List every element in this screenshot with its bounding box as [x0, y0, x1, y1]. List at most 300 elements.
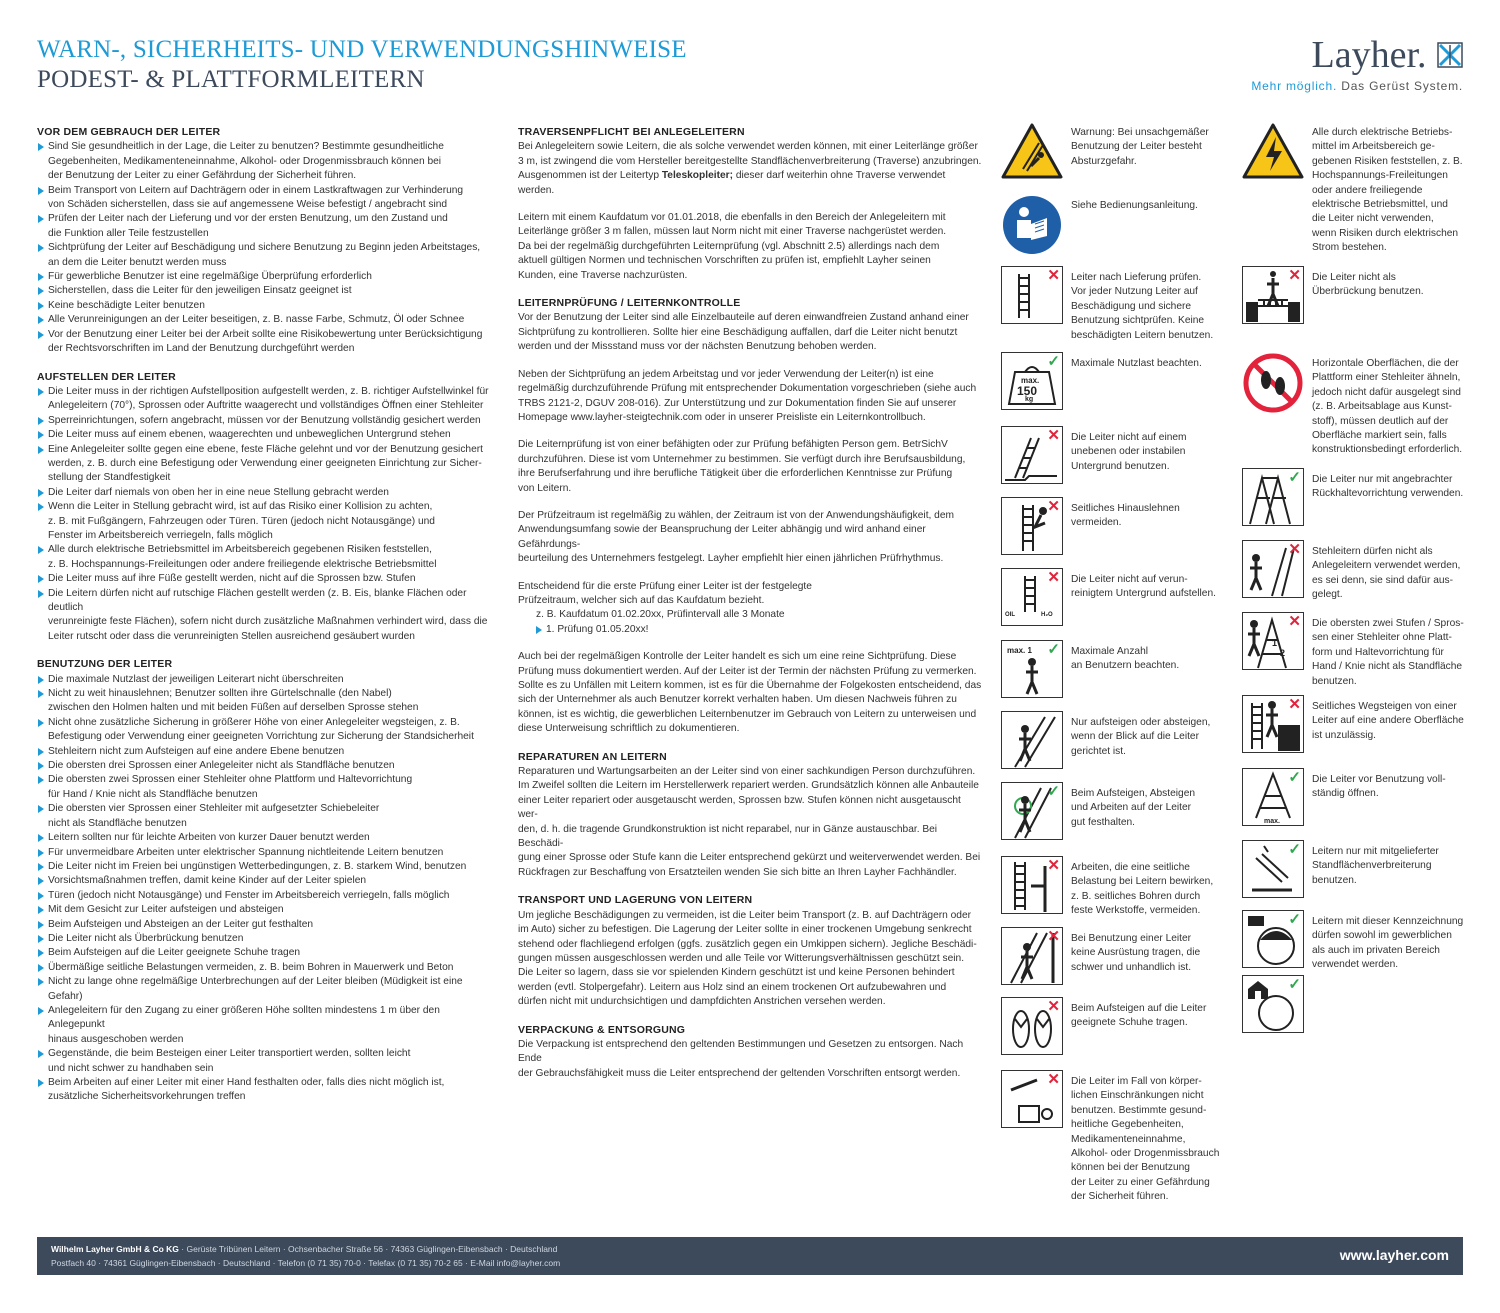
- prohibited-cross-icon: ✕: [1047, 569, 1060, 586]
- paragraph: [518, 580, 983, 609]
- allowed-check-icon: ✓: [1288, 911, 1301, 928]
- text-line: Prüfung muss dokumentiert werden. Auf der Leiter ist der Termin der nächsten Prüfung zu vermerken.: [518, 665, 977, 677]
- text-line: Bei Benutzung einer Leiter: [1071, 933, 1192, 944]
- text-line: Absturzgefahr.: [1071, 155, 1137, 167]
- text-line: schwer und unhandlich ist.: [1071, 961, 1192, 973]
- paragraph: [518, 650, 983, 736]
- fall-warning-icon: [1001, 121, 1063, 183]
- text-line: benutzen. Bestimmte gesund-: [1071, 1104, 1207, 1116]
- text-line: Die Leiter darf niemals von oben her in eine neue Stellung gebracht werden: [48, 486, 389, 498]
- text-line: stehend oder flachliegend erfolgen (ggfs. zusätzlich gegen ein Umkippen sichern). Jegliche Beschädi-: [518, 938, 977, 950]
- section-heading: TRAVERSENPFLICHT BEI ANLEGELEITERN: [518, 126, 745, 138]
- list-item: [37, 443, 497, 486]
- text-line: gerichtet ist.: [1071, 745, 1126, 757]
- text-line: die Leiter nicht verwenden,: [1312, 213, 1434, 225]
- text-line: Sichtprüfung zu kontrollieren. Sollte hier eine Beschädigung auffallen, darf die Leiter nicht benutzt: [518, 326, 958, 338]
- text-line: Leitern sollten nur für leichte Arbeiten von kurzer Dauer benutzt werden: [48, 832, 370, 844]
- text-line: als auch im privaten Bereich: [1312, 944, 1440, 956]
- list-before-use: [37, 140, 497, 356]
- inspect-ladder-icon: [1001, 266, 1063, 328]
- prohibited-cross-icon: ✕: [1288, 696, 1301, 713]
- lean-out-icon: [1001, 497, 1063, 559]
- pictogram-caption: [1312, 473, 1463, 502]
- list-item: [37, 687, 497, 716]
- text-line: Die Leiter muss auf ihre Füße gestellt werden, nicht auf die Sprossen bzw. Stufen: [48, 573, 416, 585]
- max-load-icon: [1001, 352, 1063, 414]
- pictogram-caption: [1071, 126, 1209, 169]
- pictogram-caption: [1312, 700, 1464, 743]
- text-line: Fenster im Arbeitsbereich verriegeln, falls möglich: [48, 529, 273, 541]
- pictogram-label: 2: [1280, 648, 1286, 658]
- brand-wordmark: Layher.: [1311, 34, 1427, 76]
- text-line: nicht als Standfläche benutzen: [48, 817, 187, 829]
- pictogram-caption: [1071, 573, 1216, 602]
- paragraph: [518, 1038, 983, 1081]
- pictogram-caption: [1071, 861, 1213, 919]
- text-line: Nicht zu lange ohne regelmäßige Unterbrechungen auf der Leiter bleiben (Müdigkeit ist eine Gefahr): [48, 976, 463, 1002]
- pictogram-caption: [1071, 716, 1210, 759]
- text-line: diese Unterweisung schriftlich zu dokumentieren.: [518, 723, 740, 735]
- allowed-check-icon: ✓: [1047, 783, 1060, 800]
- text-line: Die Leiter muss in der richtigen Aufstellposition aufgestellt werden, z. B. richtiger Aufstellwinkel für: [48, 385, 489, 397]
- text-line: ständig öffnen.: [1312, 788, 1379, 800]
- contaminated-ground-icon: [1001, 568, 1063, 630]
- text-line: Strom bestehen.: [1312, 242, 1387, 254]
- allowed-check-icon: ✓: [1047, 641, 1060, 658]
- prohibited-cross-icon: ✕: [1047, 857, 1060, 874]
- pictogram-label: max.: [1264, 818, 1280, 825]
- list-item: [37, 486, 497, 500]
- text-line: Seitliches Wegsteigen von einer: [1312, 701, 1457, 712]
- tagline-a: Mehr möglich.: [1251, 79, 1338, 93]
- text-line: elektrische Betriebsmittel, und: [1312, 199, 1448, 211]
- tagline: [1251, 79, 1463, 93]
- text-line: Wenn die Leiter in Stellung gebracht wird, ist auf das Risiko einer Kollision zu achten,: [48, 501, 433, 513]
- text-line: Stehleitern nicht zum Aufsteigen auf eine andere Ebene benutzen: [48, 745, 345, 757]
- text-line: Beim Aufsteigen auf die Leiter geeignete Schuhe tragen: [48, 947, 301, 959]
- hold-on-icon: [1001, 782, 1063, 844]
- text-line: form und Haltevorrichtung für: [1312, 646, 1444, 658]
- text-line: Oberfläche markiert sein, falls: [1312, 430, 1447, 442]
- text-line: vermeiden.: [1071, 517, 1122, 529]
- text-line: Leiter nach Lieferung prüfen.: [1071, 272, 1202, 283]
- section-heading: LEITERNPRÜFUNG / LEITERNKONTROLLE: [518, 297, 741, 310]
- text-line: dürfen sowohl im gewerblichen: [1312, 930, 1452, 942]
- footer-line2: Postfach 40 · 74361 Güglingen-Eibensbach · Deutschland · Telefon (0 71 35) 70-0 · Telefax (0 71 35) 70-2 65 · E-Mail info@layher.com: [51, 1258, 561, 1268]
- text-line: Rückhaltevorrichtung verwenden.: [1312, 488, 1464, 500]
- pictogram-caption: [1312, 915, 1463, 973]
- text-line: Anlegeleitern für den Zugang zu einer größeren Höhe sollten mindestens 1 m über den Anlegepunkt: [48, 1004, 440, 1031]
- text-line: von Leitern.: [518, 482, 572, 494]
- text-line: Alkohol- oder Drogenmissbrauch: [1071, 1148, 1220, 1160]
- text-line: Beim Aufsteigen, Absteigen: [1071, 788, 1196, 799]
- text-line: verwendet werden.: [1312, 959, 1399, 971]
- list-item: [37, 802, 497, 831]
- text-line: der Gebrauchsfähigkeit muss die Leiter entsprechend der geltenden Vorschriften entsorgt werden.: [518, 1067, 961, 1079]
- text-line: Leiter auf eine andere Oberfläche: [1312, 715, 1464, 727]
- text-line: werden, z. B. durch eine Befestigung oder Verwendung einer geeigneten Einrichtung zur Sicher-: [48, 457, 482, 469]
- electric-warning-icon: [1242, 121, 1304, 183]
- text-line: aktuell gültigen Normen und technischen Vorschriften zu prüfen ist, empfiehlt Layher seinen: [518, 255, 931, 267]
- pictogram-label: max.: [1021, 376, 1040, 385]
- list-item: [37, 428, 497, 442]
- text-line: dieser darf weiterhin ohne Traverse verwendet werden.: [518, 170, 946, 196]
- list-item: [37, 500, 497, 543]
- pictogram-caption: [1312, 545, 1460, 603]
- text-line: feste Werkstoffe, vermeiden.: [1071, 905, 1201, 917]
- column-general-rules: [37, 125, 497, 1105]
- list-item: [37, 212, 497, 241]
- text-line: Alle durch elektrische Betriebs-: [1312, 127, 1453, 138]
- text-line: Beim Aufsteigen auf die Leiter: [1071, 1003, 1207, 1014]
- column-inspection: [518, 125, 983, 1081]
- text-line: Für unvermeidbare Arbeiten unter elektrischer Spannung nichtleitende Leitern benutzen: [48, 846, 444, 858]
- prohibited-cross-icon: ✕: [1288, 613, 1301, 630]
- pictogram-label: max. 1: [1007, 646, 1032, 655]
- text-line: z. B. mit Fußgängern, Fahrzeugen oder Türen. Türen (jedoch nicht Notausgänge) und: [48, 515, 435, 527]
- text-line: Eine Anlegeleiter sollte gegen eine ebene, feste Fläche gelehnt und vor der Benutzung gesichert: [48, 443, 483, 455]
- text-line: Benutzung der Leiter besteht: [1071, 141, 1202, 153]
- prohibited-cross-icon: ✕: [1047, 928, 1060, 945]
- text-line: werden (evtl. Stolpergefahr). Leitern aus Holz sind an einem trockenen Ort aufzubewahren und: [518, 981, 947, 993]
- list-item: [37, 543, 497, 572]
- impairment-icon: [1001, 1070, 1063, 1132]
- text-line: Neben der Sichtprüfung an jedem Arbeitstag und vor jeder Verwendung der Leiter(n) ist eine: [518, 368, 934, 380]
- text-line: Belastung bei Leitern bewirken,: [1071, 876, 1214, 888]
- paragraph: [518, 311, 983, 354]
- list-item: [37, 140, 497, 183]
- restraint-device-icon: [1242, 468, 1304, 530]
- text-line: Medikamenteneinnahme,: [1071, 1133, 1186, 1145]
- text-line: Beim Transport von Leitern auf Dachträgern oder in einem Lastkraftwagen zur Verhinderung: [48, 184, 464, 196]
- text-line: stoff), müssen deutlich auf der: [1312, 415, 1449, 427]
- prohibited-cross-icon: ✕: [1288, 541, 1301, 558]
- open-fully-icon: [1242, 768, 1304, 830]
- pictogram-caption: [1071, 787, 1195, 830]
- text-line: Überbrückung benutzen.: [1312, 286, 1424, 298]
- list-item: [37, 889, 497, 903]
- text-line: Sicherstellen, dass die Leiter für den jeweiligen Einsatz geeignet ist: [48, 285, 352, 297]
- text-line: Mit dem Gesicht zur Leiter aufsteigen und absteigen: [48, 904, 284, 916]
- list-item: [37, 946, 497, 960]
- text-line: Die obersten zwei Stufen / Spros-: [1312, 618, 1464, 629]
- text-line: Vor der Benutzung der Leiter sind alle Einzelbauteile auf deren einwandfreien Zustand anhand einer: [518, 312, 969, 324]
- pictogram-label: H₂O: [1041, 612, 1053, 618]
- text-line: Leitern mit einem Kaufdatum vor 01.01.2018, die ebenfalls in den Bereich der Anlegeleitern mit: [518, 212, 946, 224]
- text-line: Leitern nur mit mitgelieferter: [1312, 846, 1439, 857]
- example-line: z. B. Kaufdatum 01.02.20xx, Prüfintervall alle 3 Monate: [536, 609, 785, 621]
- side-load-icon: [1001, 856, 1063, 918]
- text-line: Anwendungsumfang sowie der Beanspruchung der Leiter abhängig und wird anhand einer Gefährdungs-: [518, 524, 926, 550]
- text-line: Horizontale Oberflächen, die der: [1312, 358, 1459, 369]
- text-line: Beim Arbeiten auf einer Leiter mit einer Hand festhalten oder, falls dies nicht möglich ist,: [48, 1077, 445, 1088]
- text-line: können, ist es wichtig, die gewerblichen Leiternbenutzer im Gebrauch von Leitern zu unterweisen und: [518, 708, 977, 720]
- text-line: der Benutzung der Leiter zu einer Gefährdung der Sicherheit führen.: [48, 170, 357, 182]
- text-line: Nur aufsteigen oder absteigen,: [1071, 717, 1211, 728]
- text-line: jedoch nicht dafür ausgelegt sind: [1312, 386, 1461, 398]
- section-heading: VOR DEM GEBRAUCH DER LEITER: [37, 126, 221, 138]
- text-line: sich der Unternehmer als auch Benutzer korrekt verhalten haben. Um diesen Nachweis führen zu: [518, 694, 957, 706]
- text-line: Nicht ohne zusätzliche Sicherung in größerer Höhe von einer Anlegeleiter wegsteigen, z. B.: [48, 716, 460, 728]
- text-line: Die Leiter nicht auf verun-: [1071, 574, 1188, 585]
- text-line: Befestigung oder Verwendung einer geeigneten Vorrichtung zur Sicherung der Standsicherheit: [48, 731, 474, 743]
- text-line: Die Leitern dürfen nicht auf rutschige Flächen gestellt werden (z. B. Eis, blanke Flächen oder deutlich: [48, 587, 467, 613]
- text-line: Stehleitern dürfen nicht als: [1312, 546, 1433, 557]
- list-item: [37, 975, 497, 1004]
- text-line: (z. B. Arbeitsablage aus Kunst-: [1312, 401, 1452, 413]
- pictogram-caption: [1071, 645, 1179, 674]
- text-line: dürfen nicht mit undurchsichtigen und dampfdichten Anstrichen versehen werden.: [518, 996, 886, 1008]
- text-line: Auch bei der regelmäßigen Kontrolle der Leiter handelt es sich um eine reine Sichtprüfung. Diese: [518, 651, 957, 663]
- text-line: Benutzung sichtprüfen. Keine: [1071, 315, 1205, 327]
- text-line: lichen Einschränkungen nicht: [1071, 1090, 1204, 1102]
- page-title-line1: WARN-, SICHERHEITS- UND VERWENDUNGSHINWEISE: [37, 36, 687, 63]
- text-bold: Teleskopleiter;: [661, 170, 733, 182]
- text-line: Sind Sie gesundheitlich in der Lage, die Leiter zu benutzen? Bestimmte gesundheitliche: [48, 141, 444, 153]
- text-line: Nicht zu weit hinauslehnen; Benutzer sollten ihre Gürtelschnalle (den Nabel): [48, 688, 392, 700]
- pictogram-caption: [1071, 1075, 1219, 1205]
- text-line: Keine beschädigte Leiter benutzen: [48, 299, 205, 311]
- text-line: 3 m, ist zwingend die vom Hersteller bereitgestellte Standflächenverbreiterung (Traverse) anzubringen.: [518, 155, 982, 167]
- text-line: Die Leiter nicht als Überbrückung benutzen: [48, 932, 244, 944]
- paragraph: [518, 438, 983, 496]
- company-name: Wilhelm Layher GmbH & Co KG: [51, 1244, 179, 1254]
- private-use-icon: [1242, 975, 1304, 1037]
- text-line: Im Zweifel sollten die Leitern im Herstellerwerk repariert werden. Grundsätzlich können alle Anbauteile: [518, 780, 979, 792]
- text-line: Hand / Knie nicht als Standfläche: [1312, 661, 1463, 673]
- list-item: [37, 716, 497, 745]
- page-title-line2: PODEST- & PLATTFORMLEITERN: [37, 66, 425, 93]
- text-line: Alle Verunreinigungen an der Leiter beseitigen, z. B. nasse Farbe, Schmutz, Öl oder Schnee: [48, 314, 465, 326]
- text-line: Die Leiter nicht als: [1312, 272, 1396, 283]
- text-line: Maximale Anzahl: [1071, 646, 1149, 657]
- prohibited-cross-icon: ✕: [1047, 267, 1060, 284]
- text-line: gung einer Sprosse oder Stufe kann die Leiter entsprechend gekürzt und weiterverwendet werden. Bei: [518, 852, 981, 864]
- text-line: Maximale Nutzlast beachten.: [1071, 358, 1202, 369]
- text-line: und Arbeiten auf der Leiter: [1071, 802, 1192, 814]
- list-item: [37, 903, 497, 917]
- electric-warning-drawing: [1242, 121, 1304, 183]
- list-item: [37, 846, 497, 860]
- text-line: Die obersten drei Sprossen einer Anlegeleiter nicht als Standfläche benutzen: [48, 760, 395, 772]
- text-line: Sperreinrichtungen, sofern angebracht, müssen vor der Benutzung vollständig gesichert werden: [48, 414, 481, 426]
- face-ladder-drawing: [1001, 711, 1063, 773]
- text-line: TRBS 2121-2, DGUV 208-016). Zur Unterstützung und zur Dokumentation finden Sie auf unserer: [518, 397, 957, 409]
- text-line: z. B. seitliches Bohren durch: [1071, 890, 1201, 902]
- text-line: Die Leiter so lagern, dass sie vor spielenden Kindern geschützt ist und keine Personen behindert: [518, 967, 955, 979]
- no-stepping-icon: [1242, 352, 1304, 414]
- footer: [37, 1237, 1463, 1275]
- text-line: stellung der Standfestigkeit: [48, 472, 171, 484]
- text-line: benutzen.: [1312, 675, 1357, 687]
- list-item: [37, 572, 497, 586]
- website-link[interactable]: www.layher.com: [1339, 1247, 1449, 1263]
- text-line: Kunden, eine Traverse nachzurüsten.: [518, 269, 688, 281]
- no-bridging-icon: [1242, 266, 1304, 328]
- list-item: 1. Prüfung 01.05.20xx!: [518, 623, 983, 637]
- text-line: geeignete Schuhe tragen.: [1071, 1017, 1188, 1029]
- list-item: [37, 860, 497, 874]
- text-line: Gegebenheiten, Medikamenteneinnahme, Alkohol- oder Drogenmissbrauch können bei: [48, 155, 442, 167]
- pictogram-caption: [1071, 1002, 1206, 1031]
- pictogram-caption: [1312, 773, 1446, 802]
- text-line: Vor jeder Nutzung Leiter auf: [1071, 286, 1198, 298]
- text-line: gungen müssen ausgeschlossen werden und alle Teile vor Witterungsverhältnissen geschützt sein.: [518, 952, 965, 964]
- text-line: Die obersten zwei Sprossen einer Stehleiter ohne Plattform und Haltevorrichtung: [48, 774, 413, 786]
- pictogram-caption: [1312, 617, 1464, 689]
- list-item: [37, 284, 497, 298]
- allowed-check-icon: ✓: [1288, 469, 1301, 486]
- text-line: z. B. Hochspannungs-Freileitungen oder andere freiliegende elektrische Betriebsmittel: [48, 558, 437, 570]
- text-line: an Benutzern beachten.: [1071, 660, 1180, 672]
- text-line: Leiter rutscht oder dass die verunreinigten Stellen ausreichend gesäubert wurden: [48, 630, 415, 642]
- text-line: Für gewerbliche Benutzer ist eine regelmäßige Überprüfung erforderlich: [48, 271, 372, 283]
- text-line: Vor der Benutzung einer Leiter bei der Arbeit sollte eine Risikobewertung unter Berücksichtigung: [48, 328, 483, 340]
- text-line: Arbeiten, die eine seitliche: [1071, 862, 1190, 873]
- max-users-icon: [1001, 640, 1063, 702]
- heavy-equipment-icon: [1001, 927, 1063, 989]
- text-line: Übermäßige seitliche Belastungen vermeiden, z. B. beim Bohren in Mauerwerk und Beton: [48, 961, 454, 973]
- list-item: [37, 1047, 497, 1076]
- text-line: für Hand / Knie nicht als Standfläche benutzen: [48, 788, 258, 800]
- text-line: Beschädigung und sichere: [1071, 300, 1192, 312]
- text-line: zusätzliche Sicherheitsvorkehrungen treffen: [48, 1091, 246, 1103]
- text-line: Die Leiter vor Benutzung voll-: [1312, 774, 1446, 785]
- no-stepping-drawing: [1242, 352, 1304, 414]
- pictogram-caption: [1312, 271, 1424, 300]
- text-line: Um jegliche Beschädigungen zu vermeiden, ist die Leiter beim Transport (z. B. auf Dachträgern oder: [518, 909, 972, 921]
- list-item: [37, 831, 497, 845]
- list-item: [37, 414, 497, 428]
- text-line: Untergrund benutzen.: [1071, 460, 1170, 472]
- list-item: [37, 328, 497, 357]
- text-line: gut festhalten.: [1071, 816, 1136, 828]
- text-line: mittel im Arbeitsbereich ge-: [1312, 141, 1435, 153]
- pictogram-caption: [1071, 502, 1180, 531]
- text-line: Siehe Bedienungsanleitung.: [1071, 200, 1198, 211]
- text-line: hinaus ausgeschoben werden: [48, 1033, 184, 1045]
- uneven-ground-icon: [1001, 426, 1063, 488]
- paragraph: [518, 140, 983, 198]
- paragraph: [518, 909, 983, 1010]
- text-line: Warnung: Bei unsachgemäßer: [1071, 127, 1209, 138]
- text-line: gebenen Risiken feststellen, z. B.: [1312, 155, 1463, 167]
- pictogram-caption: [1071, 431, 1187, 474]
- pictogram-caption: [1312, 845, 1439, 888]
- text-line: keine Ausrüstung tragen, die: [1071, 947, 1201, 959]
- prohibited-cross-icon: ✕: [1047, 998, 1060, 1015]
- text-line: Entscheidend für die erste Prüfung einer Leiter ist der festgelegte: [518, 580, 812, 592]
- text-line: Die Leiter im Fall von körper-: [1071, 1076, 1202, 1087]
- text-line: Bei Anlegeleitern sowie Leitern, die als solche verwendet werden können, mit einer Leiterlänge größer: [518, 141, 978, 153]
- text-line: Der Prüfzeitraum ist regelmäßig zu wählen, der Zeitraum ist von der Anwendungshäufigkeit, dem: [518, 509, 955, 521]
- section-heading: AUFSTELLEN DER LEITER: [37, 370, 176, 383]
- text-line: oder andere freiliegende: [1312, 184, 1423, 196]
- allowed-check-icon: ✓: [1047, 353, 1060, 370]
- side-step-off-icon: [1242, 695, 1304, 757]
- list-item: [37, 773, 497, 802]
- text-line: Alle durch elektrische Betriebsmittel im Arbeitsbereich gegebenen Risiken feststellen,: [48, 544, 432, 556]
- list-usage: [37, 673, 497, 1105]
- text-line: Prüfen der Leiter nach der Lieferung und vor der ersten Benutzung, um den Zustand und: [48, 213, 448, 225]
- text-line: Anlegeleitern verwendet werden,: [1312, 560, 1461, 572]
- list-item: [37, 241, 497, 270]
- fall-warning-drawing: [1001, 121, 1063, 183]
- text-line: Standflächenverbreiterung: [1312, 860, 1432, 872]
- text-line: Die Leiter nur mit angebrachter: [1312, 474, 1453, 485]
- list-item: [37, 745, 497, 759]
- text-line: Seitliches Hinauslehnen: [1071, 503, 1180, 514]
- pictogram-label: 1: [1272, 638, 1278, 648]
- text-line: beschädigten Leitern benutzen.: [1071, 329, 1214, 341]
- paragraph: [518, 211, 983, 283]
- text-line: regelmäßig durchzuführende Prüfung mit entsprechender Dokumentation vorgeschrieben (siehe auch: [518, 383, 977, 395]
- list-item: [37, 673, 497, 687]
- stepladder-leaning-icon: [1242, 540, 1304, 602]
- text-line: zwischen den Holmen halten und mit beiden Füßen auf derselben Sprosse stehen: [48, 702, 419, 714]
- pictogram-caption: [1071, 199, 1198, 213]
- list-item: [37, 313, 497, 327]
- text-line: die Funktion aller Teile festzustellen: [48, 227, 209, 239]
- text-line: durchzuführen. Diese ist vom Unternehmer zu bestimmen. Sie verfügt durch ihre Berufsausbildung,: [518, 453, 966, 465]
- text-line: können bei der Benutzung: [1071, 1162, 1190, 1174]
- text-line: der Leiter zu einer Gefährdung: [1071, 1176, 1210, 1188]
- text-line: Die Leiter nicht im Freien bei ungünstigen Wetterbedingungen, z. B. starkem Wind, benutzen: [48, 860, 467, 872]
- text-line: Sichtprüfung der Leiter auf Beschädigung und sichere Benutzung zu Beginn jeden Arbeitstages,: [48, 242, 481, 254]
- text-line: der Sicherheit führen.: [1071, 1191, 1169, 1203]
- text-line: im Auto) sicher zu befestigen. Die Lagerung der Leiter sollte in einer trockenen Umgebung senkrecht: [518, 924, 972, 936]
- pictogram-caption: [1071, 357, 1202, 371]
- list-item: [37, 270, 497, 284]
- text-line: Die Leiter muss auf einem ebenen, waagerechten und unbeweglichen Untergrund stehen: [48, 429, 451, 441]
- text-line: wenn Risiken durch elektrischen: [1312, 227, 1459, 239]
- text-line: konstruktionsbedingt erforderlich.: [1312, 444, 1463, 456]
- text-line: Plattform einer Stehleiter ähneln,: [1312, 372, 1461, 384]
- text-line: wenn der Blick auf die Leiter: [1071, 731, 1199, 743]
- list-item: [37, 299, 497, 313]
- text-line: Homepage www.layher-steigtechnik.com oder in unserer Preisliste ein Leiternkontrollbuch.: [518, 411, 926, 423]
- section-heading: REPARATUREN AN LEITERN: [518, 750, 667, 763]
- text-line: unebenen oder instabilen: [1071, 446, 1186, 458]
- list-item: [37, 874, 497, 888]
- text-line: Beim Aufsteigen und Absteigen an der Leiter gut festhalten: [48, 918, 314, 930]
- read-manual-drawing: [1001, 194, 1063, 256]
- suitable-shoes-icon: [1001, 997, 1063, 1059]
- pictogram-caption: [1071, 932, 1200, 975]
- pictogram-caption: [1071, 271, 1213, 343]
- text-line: Vorsichtsmaßnahmen treffen, damit keine Kinder auf der Leiter spielen: [48, 875, 367, 887]
- list-item: [37, 759, 497, 773]
- text-line: sen einer Stehleiter ohne Platt-: [1312, 632, 1452, 644]
- section-heading: VERPACKUNG & ENTSORGUNG: [518, 1023, 686, 1036]
- list-item: [37, 184, 497, 213]
- footer-address: · Gerüste Tribünen Leitern · Ochsenbacher Straße 56 · 74363 Güglingen-Eibensbach · Deutschland: [178, 1244, 558, 1254]
- list-item: [37, 385, 497, 414]
- brand-mark-icon: [1437, 42, 1463, 68]
- text-line: einer Leiter repariert oder ausgetauscht werden, Sprossen bzw. Stufen können nicht ausgetauscht wer-: [518, 794, 961, 821]
- example-list: [518, 623, 983, 637]
- face-ladder-icon: [1001, 711, 1063, 773]
- prohibited-cross-icon: ✕: [1047, 1071, 1060, 1088]
- text-line: gelegt.: [1312, 589, 1343, 601]
- text-line: reinigtem Untergrund aufstellen.: [1071, 588, 1216, 600]
- text-line: Sollte es zu Unfällen mit Leitern kommen, ist es für die Übernahme der Folgekosten entscheidend, das: [518, 680, 982, 691]
- allowed-check-icon: ✓: [1288, 976, 1301, 993]
- prohibited-cross-icon: ✕: [1047, 498, 1060, 515]
- allowed-check-icon: ✓: [1288, 841, 1301, 858]
- list-item: [37, 961, 497, 975]
- paragraph: [518, 509, 983, 567]
